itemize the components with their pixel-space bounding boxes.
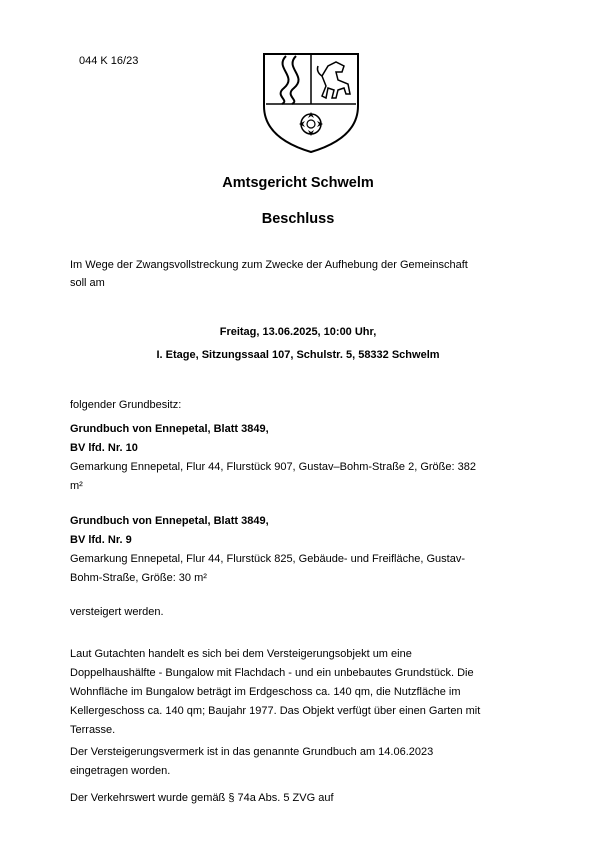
market-value-paragraph: Der Verkehrswert wurde gemäß § 74a Abs. 5 ZVG auf [70, 792, 334, 804]
intro-paragraph [70, 256, 530, 292]
property-bv-number: BV lfd. Nr. 10 [70, 442, 138, 454]
intro-line: soll am [70, 277, 105, 289]
appraisal-line: Doppelhaushälfte - Bungalow mit Flachdach - und ein unbebautes Grundstück. Die [70, 667, 474, 679]
appraisal-line: Kellergeschoss ca. 140 qm; Baujahr 1977. Das Objekt verfügt über einen Garten mit [70, 705, 481, 717]
registration-line: eingetragen worden. [70, 765, 171, 777]
registration-line: Der Versteigerungsvermerk ist in das genannte Grundbuch am 14.06.2023 [70, 746, 434, 758]
appointment-date-time: Freitag, 13.06.2025, 10:00 Uhr, [219, 326, 377, 338]
document-type: Beschluss [261, 211, 335, 227]
appointment-location: I. Etage, Sitzungssaal 107, Schulstr. 5, 58332 Schwelm [156, 349, 440, 361]
auction-phrase: versteigert werden. [70, 606, 164, 618]
appraisal-line: Laut Gutachten handelt es sich bei dem Versteigerungsobjekt um eine [70, 648, 412, 660]
court-name: Amtsgericht Schwelm [222, 175, 374, 191]
appraisal-line: Terrasse. [70, 724, 116, 736]
property-entry [70, 420, 530, 496]
appraisal-paragraph [70, 645, 530, 740]
nrw-coat-of-arms-icon [256, 46, 366, 156]
property-description: Gemarkung Ennepetal, Flur 44, Flurstück 907, Gustav–Bohm-Straße 2, Größe: 382 [70, 461, 476, 473]
registration-paragraph [70, 743, 530, 781]
property-register: Grundbuch von Ennepetal, Blatt 3849, [70, 423, 269, 435]
intro-line: Im Wege der Zwangsvollstreckung zum Zwecke der Aufhebung der Gemeinschaft [70, 259, 468, 271]
case-number: 044 K 16/23 [79, 55, 139, 67]
appraisal-line: Wohnfläche im Bungalow beträgt im Erdgeschoss ca. 140 qm, die Nutzfläche im [70, 686, 461, 698]
property-description: Gemarkung Ennepetal, Flur 44, Flurstück 825, Gebäude- und Freifläche, Gustav- [70, 553, 465, 565]
property-bv-number: BV lfd. Nr. 9 [70, 534, 132, 546]
property-entry [70, 512, 530, 588]
property-description: m² [70, 480, 83, 492]
property-intro: folgender Grundbesitz: [70, 399, 182, 411]
appointment-block [0, 321, 596, 367]
property-description: Bohm-Straße, Größe: 30 m² [70, 572, 207, 584]
property-register: Grundbuch von Ennepetal, Blatt 3849, [70, 515, 269, 527]
